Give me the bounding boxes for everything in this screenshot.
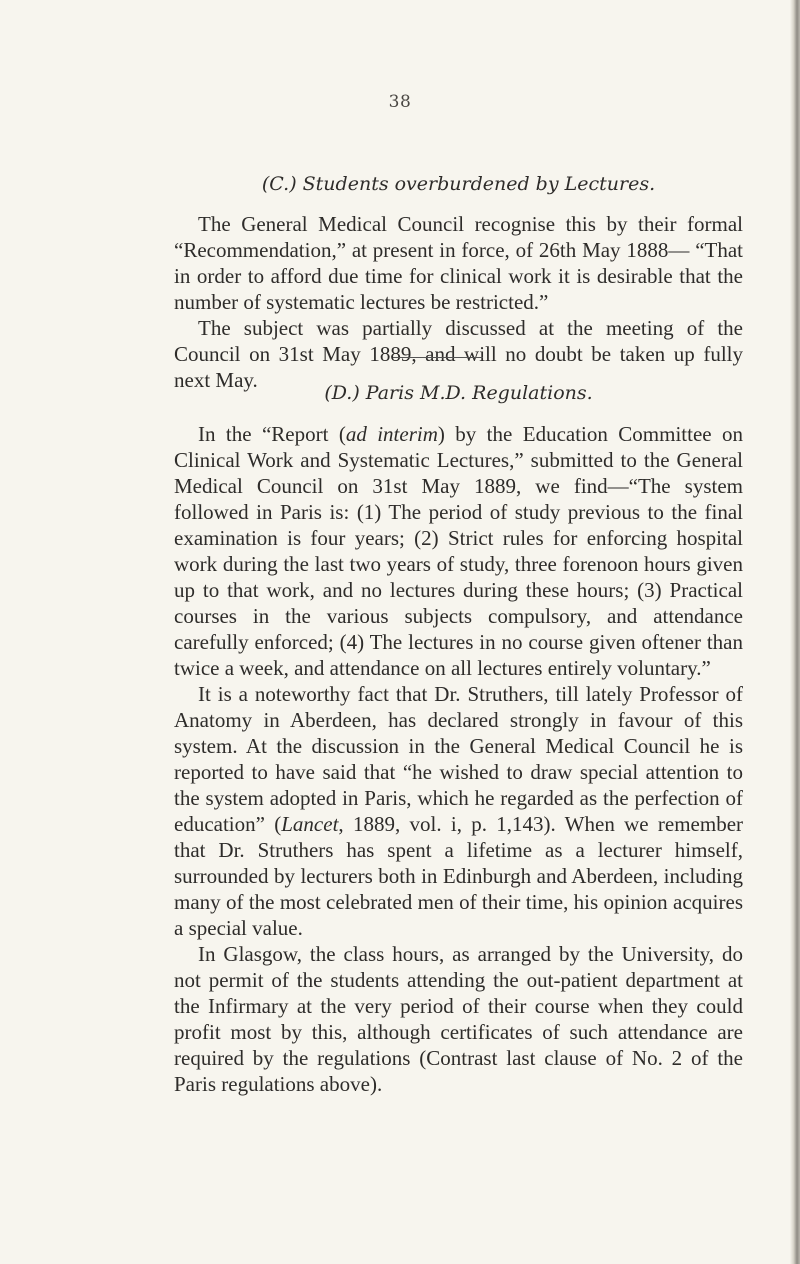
section-c-body bbox=[174, 211, 743, 393]
p2-italic-lancet: Lancet bbox=[281, 812, 339, 836]
page-edge-shadow bbox=[790, 0, 800, 1264]
section-c-label: (C.) bbox=[261, 173, 297, 195]
section-d-paragraph-1 bbox=[174, 421, 743, 681]
section-d-label: (D.) bbox=[324, 382, 360, 404]
p1-italic-ad-interim: ad interim bbox=[345, 422, 438, 446]
section-d-title: Paris M.D. Regulations. bbox=[365, 382, 593, 404]
page-number: 38 bbox=[388, 92, 412, 112]
section-c-title: Students overburdened by Lectures. bbox=[302, 173, 656, 195]
p2-text-b: , 1889, vol. i, p. 1,143). When we remember that Dr. Struthers has spent a lifetime as a lecturer himself, surrounded by lecturers both in Edinburgh and Aberdeen, including many of the most celebrated men of their time, his opinion acquires a special value. bbox=[174, 812, 744, 940]
p2-text-a: It is a noteworthy fact that Dr. Struthers, till lately Professor of Anatomy in Aberdeen, has declared strongly in favour of this system. At the discussion in the General Medical Council he is reported to have said that “he wished to draw special attention to the system adopted in Paris, which he regarded as the perfection of education” ( bbox=[174, 682, 743, 836]
section-c bbox=[174, 172, 743, 196]
section-c-paragraph-1: The General Medical Council recognise this by their formal “Recommendation,” at present in force, of 26th May 1888— “That in order to afford due time for clinical work it is desirable that the number of systematic lectures be restricted.” bbox=[174, 212, 743, 314]
section-d-body bbox=[174, 421, 743, 1097]
section-d-heading bbox=[174, 381, 743, 405]
section-d-paragraph-3: In Glasgow, the class hours, as arranged by the University, do not permit of the students attending the out-patient department at the Infirmary at the very period of their course when they could profit most by this, although certificates of such attendance are required by the regulations (Contrast last clause of No. 2 of the Paris regulations above). bbox=[174, 942, 743, 1096]
section-divider bbox=[393, 357, 483, 358]
section-d bbox=[174, 381, 743, 405]
p1-text-a: In the “Report ( bbox=[198, 422, 346, 446]
section-d-paragraph-2 bbox=[174, 681, 743, 941]
section-c-heading bbox=[174, 172, 743, 196]
section-c-paragraph-2: The subject was partially discussed at the meeting of the Council on 31st May 1889, and will no doubt be taken up fully next May. bbox=[174, 316, 743, 392]
p1-text-b: ) by the Education Committee on Clinical Work and Systematic Lectures,” submitted to the General Medical Council on 31st May 1889, we find—“The system followed in Paris is: (1) The period of study previous to the final examination is four years; (2) Strict rules for enforcing hospital work during the last two years of study, three forenoon hours given up to that work, and no lectures during these hours; (3) Practical courses in the various subjects compulsory, and attendance carefully enforced; (4) The lectures in no course given oftener than twice a week, and attendance on all lectures entirely voluntary.” bbox=[174, 422, 743, 680]
